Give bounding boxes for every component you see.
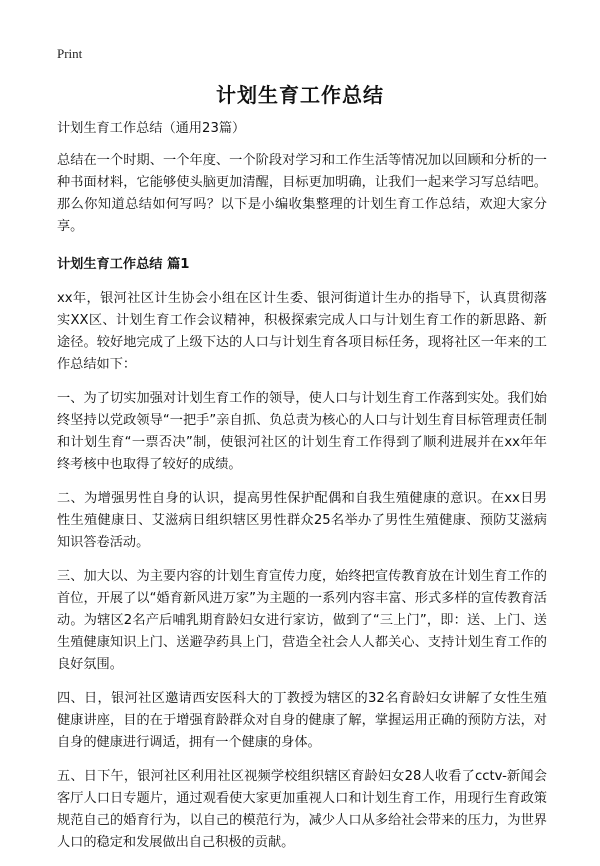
body-paragraph-1: xx年，银河社区计生协会小组在区计生委、银河街道计生办的指导下，认真贯彻落实XX区、计划生育工作会议精神，积极探索完成人口与计划生育工作的新思路、新途径。较好地完成了上级下达的人口与计划生育各项目标任务，现将社区一年来的工作总结如下： [57,291,547,372]
document-body [57,118,547,866]
print-link[interactable]: Print [57,46,83,61]
document-subtitle: 计划生育工作总结（通用23篇） [57,121,246,136]
body-paragraph-3: 二、为增强男性自身的认识，提高男性保护配偶和自我生殖健康的意识。在xx日男性生殖健康日、艾滋病日组织辖区男性群众25名举办了男性生殖健康、预防艾滋病知识答卷活动。 [57,491,547,550]
body-paragraph-2: 一、为了切实加强对计划生育工作的领导，使人口与计划生育工作落到实处。我们始终坚持以党政领导“一把手”亲自抓、负总责为核心的人口与计划生育目标管理责任制和计划生育“一票否决”制，使银河社区的计划生育工作得到了顺利进展并在xx年年终考核中也取得了较好的成绩。 [57,391,547,472]
body-paragraph-4: 三、加大以、为主要内容的计划生育宣传力度，始终把宣传教育放在计划生育工作的首位，开展了以“婚育新风进万家”为主题的一系列内容丰富、形式多样的宣传教育活动。为辖区2名产后哺乳期育龄妇女进行家访，做到了“三上门”，即：送、上门、送生殖健康知识上门、送避孕药具上门，营造全社会人人都关心、支持计划生育工作的良好氛围。 [57,569,547,672]
body-paragraph-5: 四、日，银河社区邀请西安医科大的丁教授为辖区的32名育龄妇女讲解了女性生殖健康讲座，目的在于增强育龄群众对自身的健康了解，掌握运用正确的预防方法，对自身的健康进行调适，拥有一个健康的身体。 [57,691,547,750]
document-title: 计划生育工作总结 [216,83,384,107]
intro-paragraph: 总结在一个时期、一个年度、一个阶段对学习和工作生活等情况加以回顾和分析的一种书面材料，它能够使头脑更加清醒，目标更加明确，让我们一起来学习写总结吧。那么你知道总结如何写吗？以下是小编收集整理的计划生育工作总结，欢迎大家分享。 [57,153,547,234]
section-heading: 计划生育工作总结 篇1 [57,257,190,272]
body-paragraph-6: 五、日下午，银河社区利用社区视频学校组织辖区育龄妇女28人收看了cctv-新闻会客厅人口日专题片，通过观看使大家更加重视人口和计划生育工作，用现行生育政策规范自己的婚育行为，以自己的模范行为，减少人口从多给社会带来的压力，为世界人口的稳定和发展做出自己积极的贡献。 [57,769,547,850]
